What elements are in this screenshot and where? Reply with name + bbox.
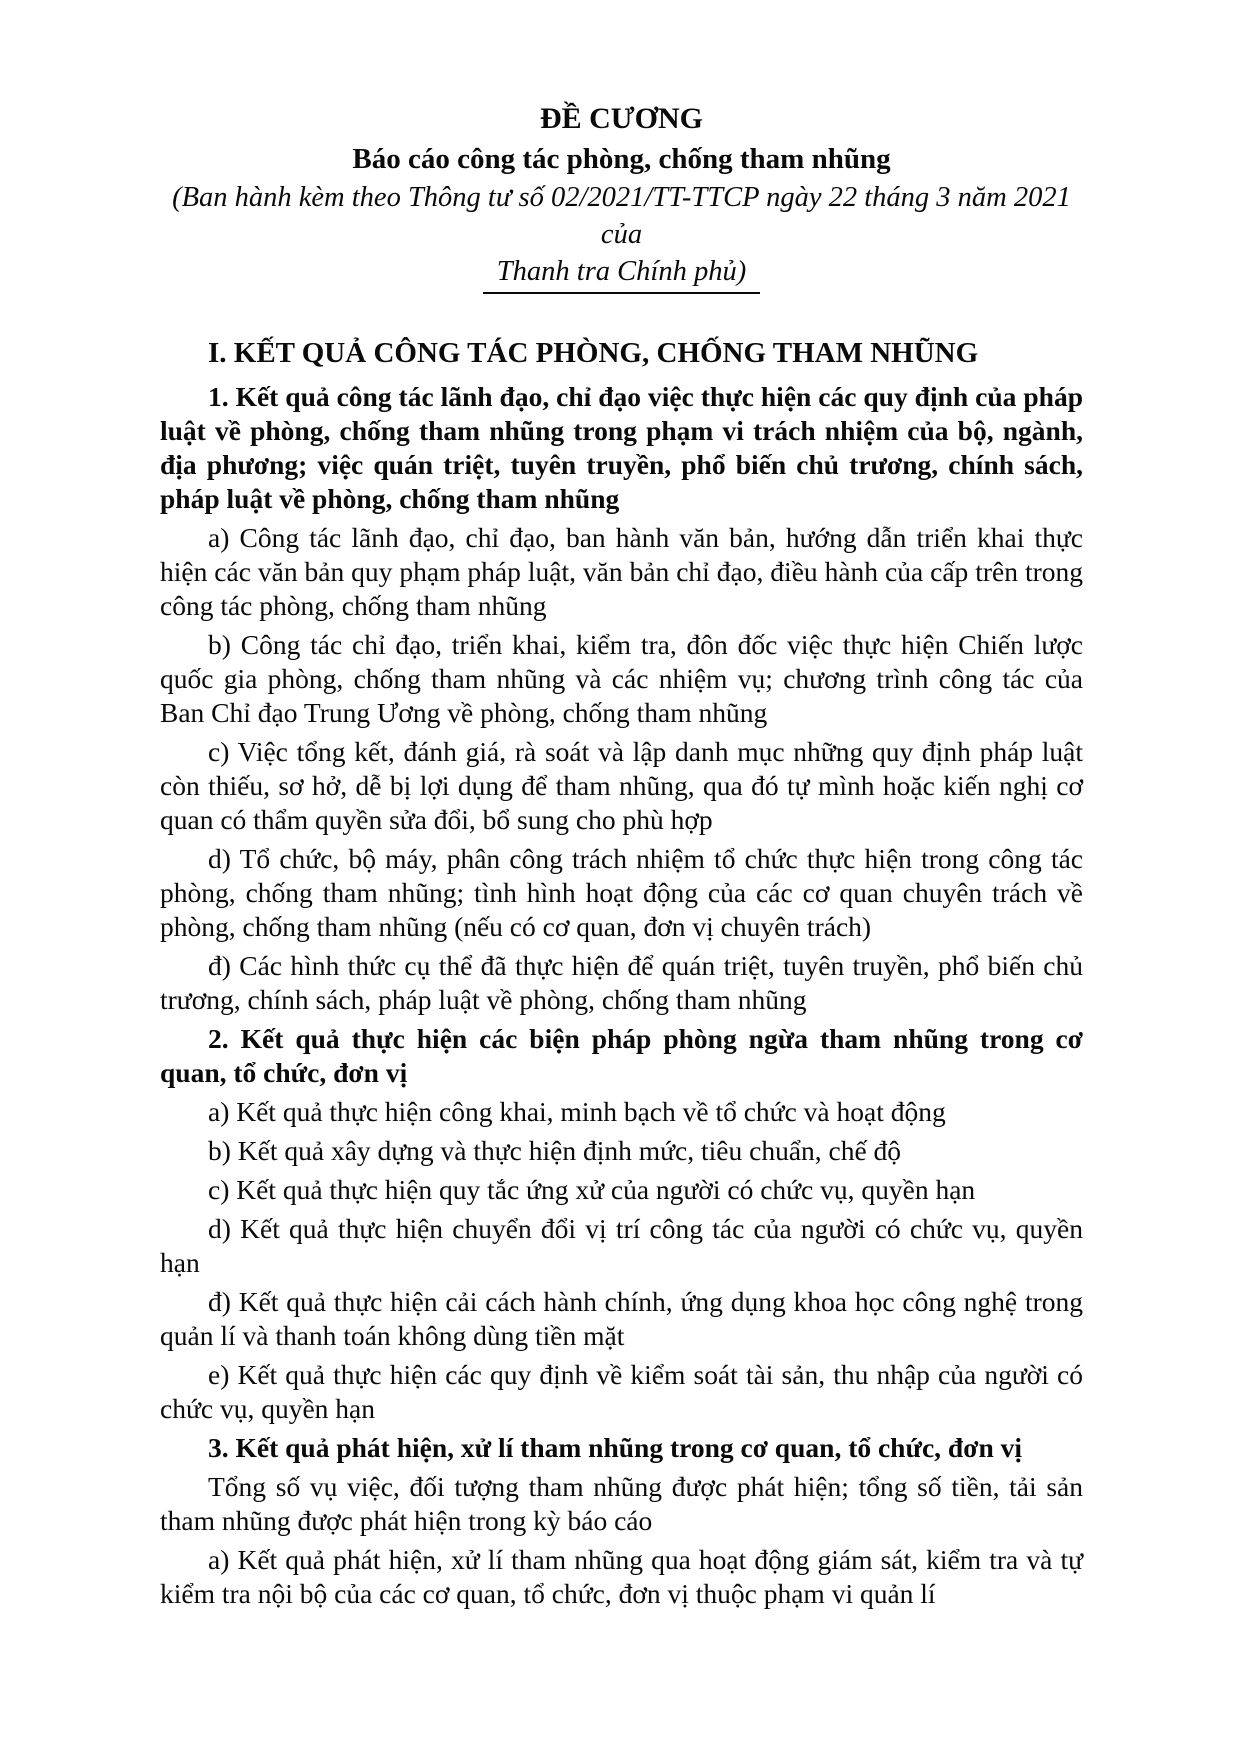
item-1a-paragraph: a) Công tác lãnh đạo, chỉ đạo, ban hành văn bản, hướng dẫn triển khai thực hiện các văn bản quy phạm pháp luật, văn bản chỉ đạo, điều hành của cấp trên trong công tác phòng, chống tham nhũng <box>160 522 1083 621</box>
item-1c-paragraph: c) Việc tổng kết, đánh giá, rà soát và lập danh mục những quy định pháp luật còn thiếu, sơ hở, dễ bị lợi dụng để tham nhũng, qua đó tự mình hoặc kiến nghị cơ quan có thẩm quyền sửa đổi, bổ sung cho phù hợp <box>160 736 1083 835</box>
issuance-note-line-1: (Ban hành kèm theo Thông tư số 02/2021/TT-TTCP ngày 22 tháng 3 năm 2021 của <box>172 182 1071 250</box>
item-2a-paragraph: a) Kết quả thực hiện công khai, minh bạch về tổ chức và hoạt động <box>208 1096 946 1127</box>
item-2dd-paragraph: đ) Kết quả thực hiện cải cách hành chính, ứng dụng khoa học công nghệ trong quản lí và thanh toán không dùng tiền mặt <box>160 1286 1083 1351</box>
item-2b-paragraph: b) Kết quả xây dựng và thực hiện định mức, tiêu chuẩn, chế độ <box>208 1135 902 1166</box>
item-2-heading: 2. Kết quả thực hiện các biện pháp phòng ngừa tham nhũng trong cơ quan, tổ chức, đơn vị <box>160 1023 1083 1088</box>
document-title: ĐỀ CƯƠNG <box>539 102 704 135</box>
item-1b-paragraph: b) Công tác chỉ đạo, triển khai, kiểm tra, đôn đốc việc thực hiện Chiến lược quốc gia phòng, chống tham nhũng và các nhiệm vụ; chương trình công tác của Ban Chỉ đạo Trung Ương về phòng, chống tham nhũng <box>160 629 1083 728</box>
issuance-note-line-2 <box>160 253 1083 294</box>
item-2d-paragraph: d) Kết quả thực hiện chuyển đổi vị trí công tác của người có chức vụ, quyền hạn <box>160 1213 1083 1278</box>
item-1d-paragraph: d) Tổ chức, bộ máy, phân công trách nhiệm tổ chức thực hiện trong công tác phòng, chống tham nhũng; tình hình hoạt động của các cơ quan chuyên trách về phòng, chống tham nhũng (nếu có cơ quan, đơn vị chuyên trách) <box>160 843 1083 942</box>
item-2e-paragraph: e) Kết quả thực hiện các quy định về kiểm soát tài sản, thu nhập của người có chức vụ, quyền hạn <box>160 1359 1083 1424</box>
item-3-heading: 3. Kết quả phát hiện, xử lí tham nhũng trong cơ quan, tổ chức, đơn vị <box>208 1432 1023 1463</box>
document-header <box>160 98 1083 294</box>
section-i-heading: I. KẾT QUẢ CÔNG TÁC PHÒNG, CHỐNG THAM NHŨNG <box>208 337 979 369</box>
item-3a-paragraph: a) Kết quả phát hiện, xử lí tham nhũng qua hoạt động giám sát, kiểm tra và tự kiểm tra nội bộ của các cơ quan, tổ chức, đơn vị thuộc phạm vi quản lí <box>160 1544 1083 1609</box>
item-2c-paragraph: c) Kết quả thực hiện quy tắc ứng xử của người có chức vụ, quyền hạn <box>208 1174 976 1205</box>
item-1-heading: 1. Kết quả công tác lãnh đạo, chỉ đạo việc thực hiện các quy định của pháp luật về phòng, chống tham nhũng trong phạm vi trách nhiệm của bộ, ngành, địa phương; việc quán triệt, tuyên truyền, phổ biến chủ trương, chính sách, pháp luật về phòng, chống tham nhũng <box>160 381 1083 514</box>
issuance-note-underlined-text: Thanh tra Chính phủ) <box>483 253 760 294</box>
document-body <box>160 334 1083 1611</box>
item-3-intro: Tổng số vụ việc, đối tượng tham nhũng được phát hiện; tổng số tiền, tải sản tham nhũng được phát hiện trong kỳ báo cáo <box>160 1471 1083 1536</box>
document-subtitle: Báo cáo công tác phòng, chống tham nhũng <box>352 143 891 175</box>
item-1dd-paragraph: đ) Các hình thức cụ thể đã thực hiện để quán triệt, tuyên truyền, phổ biến chủ trương, chính sách, pháp luật về phòng, chống tham nhũng <box>160 950 1083 1015</box>
